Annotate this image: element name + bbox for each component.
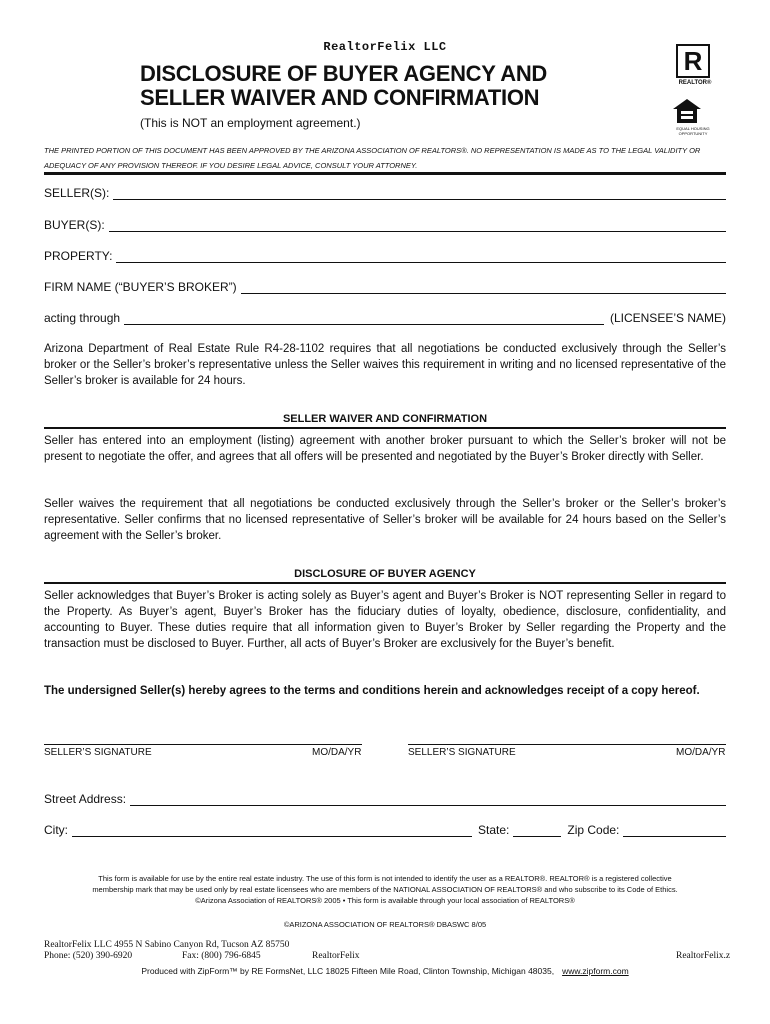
agency-section-divider xyxy=(44,582,726,584)
disclaimer: THE PRINTED PORTION OF THIS DOCUMENT HAS BEEN APPROVED BY THE ARIZONA ASSOCIATION OF REALTORS®. NO REPRESENTATION IS MADE AS TO THE LEGAL VALIDITY OR ADEQUACY OF ANY PROVISION THEREOF. IF YOU DESIRE LEGAL ADVICE, CONSULT YOUR ATTORNEY. xyxy=(44,146,701,170)
buyers-line[interactable] xyxy=(109,220,726,232)
seller-signature-label-2: SELLER’S SIGNATURE xyxy=(408,747,516,758)
zipform-link[interactable]: www.zipform.com xyxy=(562,966,629,976)
licensee-line[interactable] xyxy=(124,313,604,325)
produced-with xyxy=(0,966,770,976)
city-line[interactable] xyxy=(72,825,472,837)
footer-notice xyxy=(40,873,730,906)
seller-signature-line-1[interactable] xyxy=(44,744,362,745)
footer-notice-line-3: ©Arizona Association of REALTORS® 2005 • This form is available through your local association of REALTORS® xyxy=(195,896,575,905)
acting-through-label: acting through xyxy=(44,311,121,325)
seller-signature-label-1: SELLER’S SIGNATURE xyxy=(44,747,152,758)
page-title xyxy=(140,62,547,110)
state-line[interactable] xyxy=(513,825,561,837)
street-address-line[interactable] xyxy=(130,794,726,806)
equal-housing-label: EQUAL HOUSING OPPORTUNITY xyxy=(676,126,710,136)
city-state-zip-field[interactable] xyxy=(44,823,726,837)
waiver-section-divider xyxy=(44,427,726,429)
buyers-field[interactable] xyxy=(44,218,726,232)
waiver-section-title: SELLER WAIVER AND CONFIRMATION xyxy=(282,413,488,425)
firm-name-field[interactable] xyxy=(44,280,726,294)
sellers-line[interactable] xyxy=(113,188,726,200)
street-address-label: Street Address: xyxy=(44,792,127,806)
state-label: State: xyxy=(478,823,510,837)
property-line[interactable] xyxy=(116,251,726,263)
buyers-label: BUYER(S): xyxy=(44,218,105,232)
property-label: PROPERTY: xyxy=(44,249,113,263)
seller-date-label-2: MO/DA/YR xyxy=(676,747,726,758)
form-copyright: ©ARIZONA ASSOCIATION OF REALTORS® DBASWC 8/05 xyxy=(283,920,487,929)
firm-name-top: RealtorFelix LLC xyxy=(323,40,447,54)
firm-address: RealtorFelix LLC 4955 N Sabino Canyon Rd, Tucson AZ 85750 xyxy=(44,940,290,950)
realtor-logo-icon: R xyxy=(676,44,710,78)
waiver-paragraph-2: Seller waives the requirement that all negotiations be conducted exclusively through the Seller’s broker or the Seller’s broker’s representative. Seller confirms that no licensed representative of Seller’s broker will be available for 24 hours based on the Seller’s agreement with the Seller’s broker. xyxy=(44,498,726,542)
sellers-label: SELLER(S): xyxy=(44,186,110,200)
realtor-logo-label: REALTOR® xyxy=(678,80,712,86)
produced-text: Produced with ZipForm™ by RE FormsNet, LLC 18025 Fifteen Mile Road, Clinton Township, Michigan 48035, xyxy=(141,966,555,976)
firm-name-line[interactable] xyxy=(241,282,726,294)
seller-signature-line-2[interactable] xyxy=(408,744,726,745)
licensee-label: (LICENSEE’S NAME) xyxy=(609,311,726,325)
title-line-1: DISCLOSURE OF BUYER AGENCY AND xyxy=(140,61,548,86)
property-field[interactable] xyxy=(44,249,726,263)
equal-housing-icon xyxy=(672,98,702,124)
acting-through-field[interactable] xyxy=(44,311,726,325)
footer-notice-line-1: This form is available for use by the entire real estate industry. The use of this form is not intended to identify the user as a REALTOR®. REALTOR® is a registered collective xyxy=(98,874,672,883)
firm-name-label: FIRM NAME (“BUYER’S BROKER”) xyxy=(44,280,237,294)
subtitle: (This is NOT an employment agreement.) xyxy=(140,116,361,130)
zip-line[interactable] xyxy=(623,825,726,837)
firm-short-name: RealtorFelix xyxy=(312,951,360,961)
seller-date-label-1: MO/DA/YR xyxy=(312,747,362,758)
zip-label: Zip Code: xyxy=(567,823,620,837)
title-line-2: SELLER WAIVER AND CONFIRMATION xyxy=(140,85,540,110)
city-label: City: xyxy=(44,823,68,837)
footer-notice-line-2: membership mark that may be used only by real estate licensees who are members of the NATIONAL ASSOCIATION OF REALTORS® and who subscribe to its Code of Ethics. xyxy=(92,885,678,894)
header-divider xyxy=(44,172,726,175)
agency-paragraph: Seller acknowledges that Buyer’s Broker is acting solely as Buyer’s agent and Buyer’s Broker is NOT representing Seller in regard to the Property. As Buyer’s agent, Buyer’s Broker has the fiduciary duties of loyalty, obedience, disclosure, confidentiality, and accounting to Buyer. These duties require that all information given to Buyer’s Broker by Seller regarding the Property and the transaction must be disclosed to Buyer. Further, all acts of Buyer’s Broker are exclusively for the Buyer’s benefit. xyxy=(44,590,726,650)
acknowledgement: The undersigned Seller(s) hereby agrees to the terms and conditions herein and acknowledges receipt of a copy hereof. xyxy=(44,685,700,697)
firm-fax: Fax: (800) 796-6845 xyxy=(182,951,261,961)
intro-paragraph: Arizona Department of Real Estate Rule R4-28-1102 requires that all negotiations be conducted exclusively through the Seller’s broker or the Seller’s broker’s representative unless the Seller waives this requirement in writing and no licensed representative of the Seller’s broker is available for 24 hours. xyxy=(44,343,726,387)
sellers-field[interactable] xyxy=(44,186,726,200)
firm-phone: Phone: (520) 390-6920 xyxy=(44,951,133,961)
street-address-field[interactable] xyxy=(44,792,726,806)
file-name: RealtorFelix.z xyxy=(676,951,731,961)
waiver-paragraph-1: Seller has entered into an employment (listing) agreement with another broker pursuant to which the Seller’s broker will not be present to negotiate the offer, and agrees that all offers will be presented and negotiated by the Buyer’s Broker directly with Seller. xyxy=(44,435,726,463)
agency-section-title: DISCLOSURE OF BUYER AGENCY xyxy=(294,568,476,580)
